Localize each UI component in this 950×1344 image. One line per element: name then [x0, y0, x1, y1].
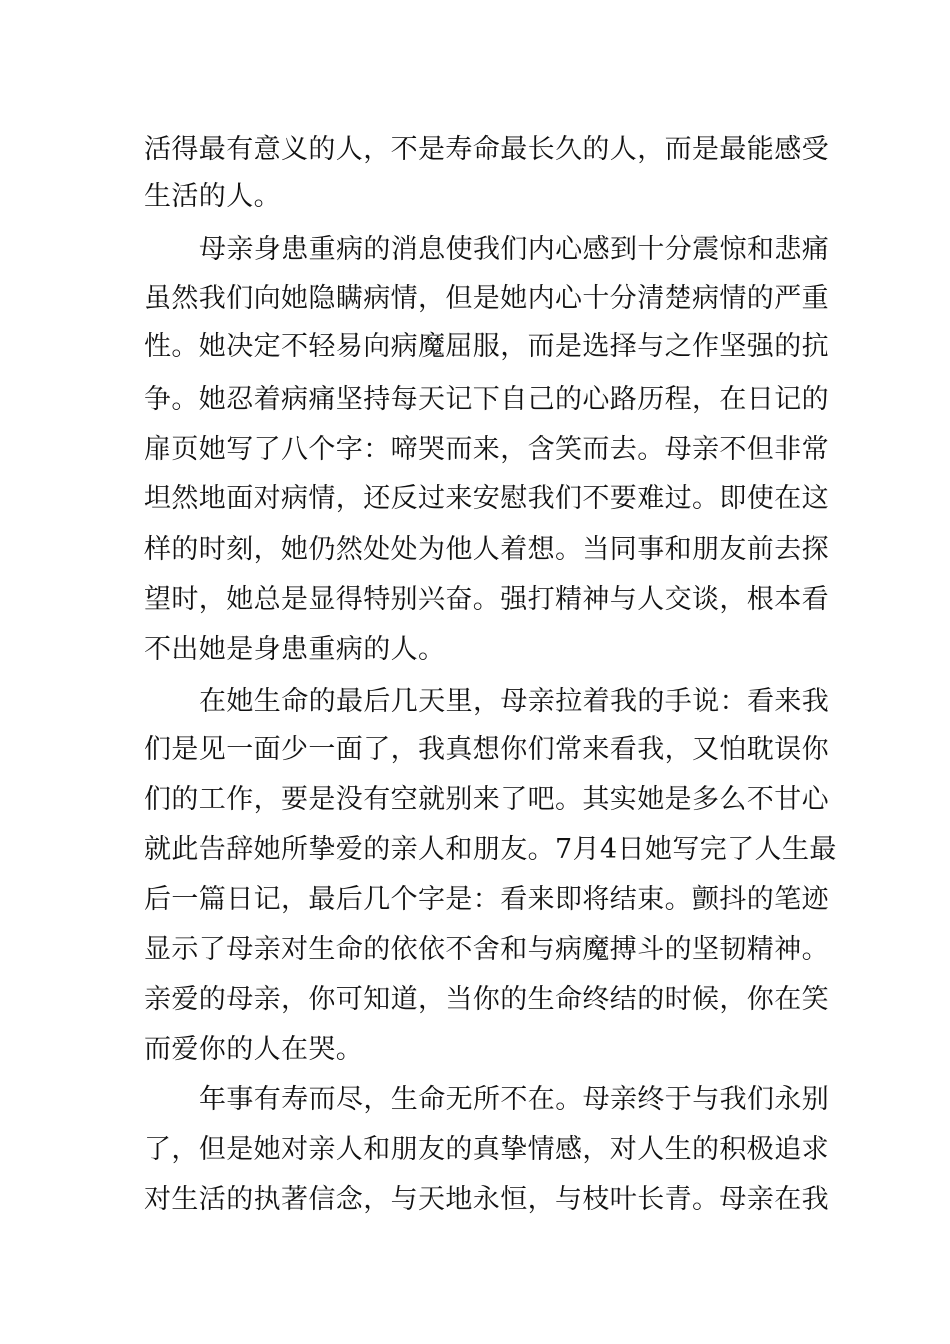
text-line-10: 望时，她总是显得特别兴奋。强打精神与人交谈，根本看	[144, 584, 829, 615]
text-line-3: 母亲身患重病的消息使我们内心感到十分震惊和悲痛	[199, 234, 830, 265]
text-line-12: 在她生命的最后几天里，母亲拉着我的手说：看来我	[199, 686, 830, 717]
text-line-13: 们是见一面少一面了，我真想你们常来看我，又怕耽误你	[144, 734, 829, 765]
text-line-1: 活得最有意义的人，不是寿命最长久的人，而是最能感受	[144, 134, 829, 165]
text-line-22: 对生活的执著信念，与天地永恒，与枝叶长青。母亲在我	[144, 1184, 829, 1215]
text-line-2: 生活的人。	[144, 181, 281, 212]
text-line-6: 争。她忍着病痛坚持每天记下自己的心路历程，在日记的	[144, 384, 829, 415]
text-line-17: 显示了母亲对生命的依依不舍和与病魔搏斗的坚韧精神。	[144, 934, 829, 965]
text-line-19: 而爱你的人在哭。	[144, 1034, 364, 1065]
text-line-18: 亲爱的母亲，你可知道，当你的生命终结的时候，你在笑	[144, 984, 829, 1015]
text-line-14: 们的工作，要是没有空就别来了吧。其实她是多么不甘心	[144, 784, 829, 815]
text-line-16: 后一篇日记，最后几个字是：看来即将结束。颤抖的笔迹	[144, 884, 829, 915]
text-line-9: 样的时刻，她仍然处处为他人着想。当同事和朋友前去探	[144, 534, 829, 565]
text-line-4: 虽然我们向她隐瞒病情，但是她内心十分清楚病情的严重	[144, 283, 829, 314]
text-line-11: 不出她是身患重病的人。	[144, 634, 446, 665]
text-line-20: 年事有寿而尽，生命无所不在。母亲终于与我们永别	[199, 1084, 830, 1115]
text-line-15: 就此告辞她所挚爱的亲人和朋友。7月4日她写完了人生最	[144, 834, 837, 865]
text-line-7: 扉页她写了八个字：啼哭而来，含笑而去。母亲不但非常	[144, 434, 829, 465]
text-line-21: 了，但是她对亲人和朋友的真挚情感，对人生的积极追求	[144, 1134, 829, 1165]
text-line-8: 坦然地面对病情，还反过来安慰我们不要难过。即使在这	[144, 483, 829, 514]
text-line-5: 性。她决定不轻易向病魔屈服，而是选择与之作坚强的抗	[144, 331, 829, 362]
